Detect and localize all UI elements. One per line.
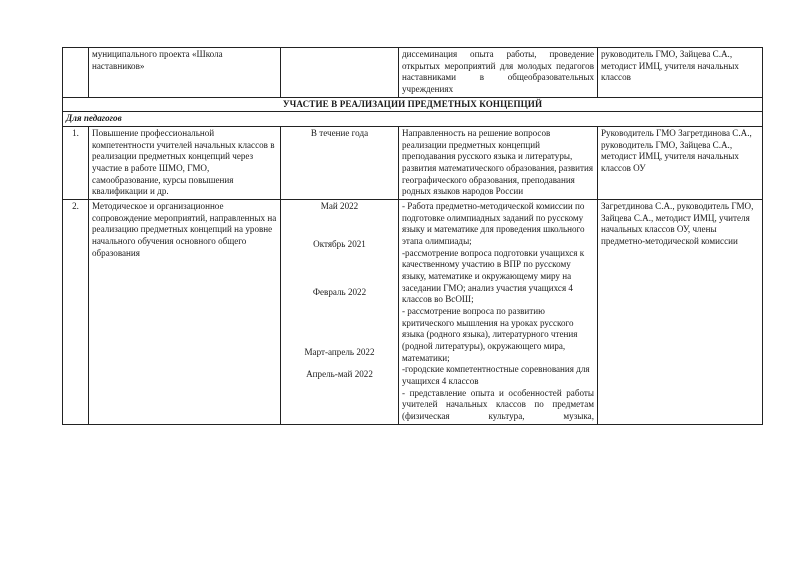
content-part: - представление опыта и особенностей работы учителей начальных классов по предметам (физическая культура, музыка, — [402, 387, 594, 422]
date-entry: Апрель-май 2022 — [306, 368, 373, 379]
date-entry: Май 2022 — [320, 201, 359, 212]
row-responsible-cell: Загретдинова С.А., руководитель ГМО, Зайцева С.А., методист ИМЦ, учителя начальных классов ОУ, члены предметно-методической комиссии — [598, 200, 763, 425]
date-entry: Февраль 2022 — [312, 287, 367, 298]
row-date-cell: В течение года — [281, 127, 399, 200]
date-entry: Март-апрель 2022 — [304, 347, 375, 358]
row-number-cell: 1. — [63, 127, 89, 200]
row-date-cell — [281, 200, 399, 425]
table-row — [63, 127, 763, 200]
table-row — [63, 200, 763, 425]
row-activity-cell: Методическое и организационное сопровождение мероприятий, направленных на реализацию предметных концепций на уровне начального обучения основного общего образования — [89, 200, 281, 425]
plan-table — [62, 47, 763, 425]
row-content-cell: диссеминация опыта работы, проведение открытых мероприятий для молодых педагогов наставниками в общеобразовательных учреждениях — [399, 48, 598, 98]
row-activity-cell: Повышение профессиональной компетентности учителей начальных классов в реализации предметных концепций через участие в работе ШМО, ГМО, самообразование, курсы повышения квалификации и др. — [89, 127, 281, 200]
table-subsection-row — [63, 112, 763, 127]
row-responsible-cell: Руководитель ГМО Загретдинова С.А., руководитель ГМО, Зайцева С.А., методист ИМЦ, учителя начальных классов ОУ — [598, 127, 763, 200]
row-responsible-cell: руководитель ГМО, Зайцева С.А., методист ИМЦ, учителя начальных классов — [598, 48, 763, 98]
row-number-cell — [63, 48, 89, 98]
content-part: -рассмотрение вопроса подготовки учащихся к качественному участию в ВПР по русскому языку, математике и окружающему миру на заседании ГМО; анализ участия учащихся 4 классов во ВсОШ; — [402, 247, 585, 305]
row-number-cell: 2. — [63, 200, 89, 425]
date-entry: Октябрь 2021 — [313, 238, 366, 249]
row-content-cell — [399, 200, 598, 425]
subsection-title: Для педагогов — [63, 112, 763, 127]
content-part: -городские компетентностные соревнования для учащихся 4 классов — [402, 364, 590, 387]
section-title: УЧАСТИЕ В РЕАЛИЗАЦИИ ПРЕДМЕТНЫХ КОНЦЕПЦИЙ — [63, 97, 763, 112]
content-part: - рассмотрение вопроса по развитию критического мышления на уроках русского языка (родного языка), литературного чтения (родной литературы), окружающего мира, математики; — [402, 306, 578, 363]
content-part: - Работа предметно-методической комиссии по подготовке олимпиадных заданий по русскому языку и математике для проведения школьного этапа олимпиады; — [402, 201, 585, 247]
row-content-cell: Направленность на решение вопросов реализации предметных концепций преподавания русского языка и литературы, развития математического образования, развития географического образования, преподавания родных языков народов России — [399, 127, 598, 200]
table-section-title-row — [63, 97, 763, 112]
row-activity-cell: муниципального проекта «Школа наставников» — [89, 48, 281, 98]
row-date-cell — [281, 48, 399, 98]
table-row — [63, 48, 763, 98]
